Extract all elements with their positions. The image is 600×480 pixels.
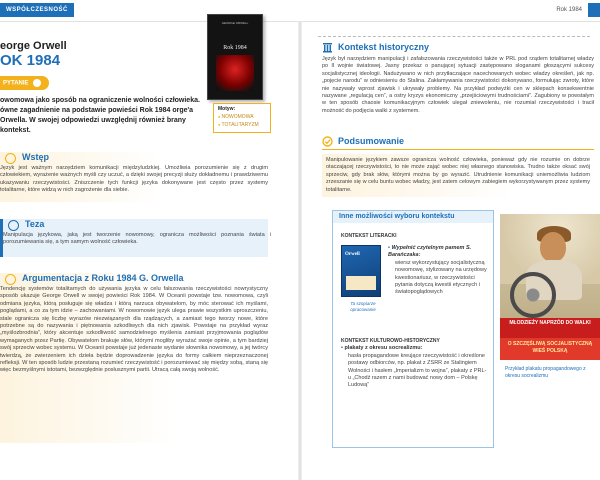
- summary-icon: [322, 136, 333, 147]
- cover-art: [216, 55, 254, 91]
- motif-box: [213, 103, 271, 133]
- literary-bullet: Wypełnić czytelnym pamem S. Barańczaka:: [388, 245, 472, 259]
- argument-icon: [5, 274, 16, 285]
- badge-dot-icon: [33, 79, 41, 87]
- book-title: OK 1984: [0, 52, 61, 69]
- running-title: Rok 1984: [556, 7, 582, 13]
- thumb-caption: Ta szopiarze opracowanie: [350, 301, 376, 312]
- literary-desc: wiersz wykorzystujący socjalistyczną nowomowę, stylizowany na urzędowy kwestionariusz, w rzeczywistości pytania dotyczą kwestii etycznych i światopoglądowych: [395, 259, 487, 296]
- intro-icon: [5, 153, 16, 164]
- section-argumentacja: [0, 273, 268, 443]
- question-badge-label: PYTANIE: [3, 80, 29, 87]
- section-wstep: [0, 152, 268, 202]
- section-body: Tendencję systemów totalitarnych do używania języka w celu fałszowania rzeczywistości nowrystyczny sposób ukazuje George Orwell w swojej powieści Rok 1984. W Oceanii powstaje tzw. nowomowa, czyli odmiana języka, którą posługuje się władza i którą narzuca obywatelom, by móc sterować ich myślami, poglądami, a co za tym idzie – zachowaniami. W nowomowie język ulega prawie wszystkim uproszczeniu, stale ogranicza się liczbę wyrazów niezwiązanych dla rządzących, a zamiast tego tworzy nowe, które potrzebne są do nazywania i piętnowania szkodliwych dla nich zjawisk. Powstaje na przykład wyraz „myślozbrodnia”, który akcentuje szkodliwość samodzielnego myślenia zamiast przyjmowania poglądów wymaganych przez Partię. Obywatelom brakuje słów, którymi mogliby wyrażać swoje opinie, a tym bardziej swój sprzeciw wobec systemu. W Oceanii powstaje już jedenaste wydanie słownika nowomowy, a jej twórcy twierdzą, że zwierzeniem ich dzieła będzie doprowadzenie języka do formy całkiem nieprzeznaczonej refleksji. W ten sposób ludzie przestaną rozumieć rzeczywistość i porozumiewać się między sobą, staną się więc bezmyślnymi istotami, bezwzględnie posłusznymi partii. Utracą całą swoją wolność.: [0, 286, 268, 374]
- thumb-title: Orwell: [345, 252, 360, 257]
- section-heading: Argumentacja z Roku 1984 G. Orwella: [22, 273, 184, 283]
- cultural-desc: hasła propagandowe kreujące rzeczywistość i określone postawy odbiorców, np. plakat z ZSRR ze Stalingiem Wolności i hasłem „Imperializm to wojna”, plakaty z PRL-u „Chodź razem z nami budować nowy dom – Polskę Ludową”: [348, 352, 487, 389]
- motif-heading: Motyw:: [218, 106, 236, 112]
- author-name: eorge Orwell: [0, 40, 67, 52]
- poster-caption: Przykład plakatu propagandowego z okresu socrealizmu: [505, 366, 586, 379]
- column-icon: [322, 42, 333, 53]
- cultural-bullet: • plakaty z okresu socrealizmu:: [341, 345, 489, 352]
- tractor-wheel: [510, 272, 556, 318]
- cover-title: Rok 1984: [223, 45, 247, 51]
- book-thumbnail-image: [341, 245, 381, 297]
- subheading-cultural: KONTEKST KULTUROWO-HISTORYCZNY: [341, 338, 440, 344]
- literary-context: [388, 245, 490, 297]
- divider: [318, 36, 590, 37]
- thumb-art: [346, 276, 376, 290]
- book-gutter: [298, 22, 302, 480]
- motif-item: ● NOWOMOWA: [218, 113, 266, 121]
- page-header: [0, 0, 600, 22]
- page-header-right: [556, 3, 600, 17]
- motif-item: ● TOTALITARYZM: [218, 121, 266, 129]
- poster-slogan-1: MŁODZIEŻY NAPRZÓD DO WALKI: [500, 318, 600, 338]
- subheading-literary: KONTEKST LITERACKI: [341, 233, 397, 239]
- section-heading: Kontekst historyczny: [338, 42, 430, 52]
- section-body: Manipulacja językowa, jaką jest tworzenie nowomowy, ogranicza możliwości poznania świata i porozumiewania się, a tym samym wolność człowieka.: [3, 232, 271, 246]
- question-badge: [0, 76, 49, 90]
- divider: [322, 149, 594, 150]
- section-heading: Teza: [25, 219, 45, 229]
- page-number-tab: [588, 3, 600, 17]
- section-body: Język jest ważnym narzędziem komunikacji międzyludzkiej. Umożliwia porozumienie się z drugim człowiekiem, wyrażenie ważnych myśli czy uczuć, a dzięki swojej precyzji służy dokładnemu i prawdziwemu ukazywaniu rzeczywistości. Zniszczenie tych funkcji języka dokonywane jest często przez systemy totalitarne, które widzą w nich zagrożenie dla siebie.: [0, 165, 268, 194]
- section-body: Manipulowanie językiem zawsze ogranicza wolność człowieka, ponieważ gdy nie rozumie on dobrze otaczającej rzeczywistości, to nie może zająć wobec niej własnego stanowiska. Trudno także oksać swój sprzeciw, gdy brak słów, którymi można by go wyrazić. Utrudnienie komunikacji uniemożliwia ludziom zrzeszanie się w celu buntu wobec władzy, jest zatem celowym zabiegiem wykorzystywanym przez systemy totalitarne.: [322, 154, 594, 197]
- other-contexts-box: [332, 210, 494, 448]
- section-tag: WSPÓŁCZESNOŚĆ: [0, 3, 74, 17]
- section-heading: Wstęp: [22, 152, 49, 162]
- question-text: owomowa jako sposób na ograniczenie wolności człowieka. ówne zagadnienie na podstawie powieści Rok 1984 orge'a Orwella. W swojej odpowiedzi uwzględnij również brany kontekst.: [0, 97, 200, 134]
- section-body: Język był narzędziem manipulacji i zafałszowania rzeczywistości także w PRL pod rządem totalitarnej władzy po II wojnie światowej. Jasny przekaz o panującej sytuacji zastępowano sloganami głoszącymi sukcesy socjalistycznej ideologii. Nadużywano w nich przytłaczające nacechowanych wobec władzy określeń, jak np. „pojęcie narodu” w odniesieniu do Stalina. Zakłamywania rzeczywistości dokonywano, formułując zwroty, które nie nazywały wprost zjawisk i ukrywały problemy. Na przykład podwyżki cen w sklepach konsekwentnie nazywane „regulacją cen”, a ostry kryzys ekonomiczny „przejściowymi trudnościami”. Zagubiony w powstałym w ten sposób chaosie komunikacyjnym człowiek ulegał zniewoleniu, nie rozumiał rzeczywistości i tracił możność do podjęcia walki z systemem.: [322, 56, 594, 114]
- section-teza: [0, 219, 271, 257]
- propaganda-poster-image: [500, 214, 600, 360]
- section-podsumowanie: [322, 136, 594, 208]
- box-heading: Inne możliwości wyboru kontekstu: [333, 211, 493, 223]
- section-heading: Podsumowanie: [338, 136, 405, 146]
- thesis-icon: [8, 220, 19, 231]
- section-kontekst-historyczny: [322, 42, 594, 120]
- cover-author: GEORGE ORWELL: [221, 21, 249, 25]
- book-cover-image: [207, 14, 263, 100]
- poster-slogan-2: O SZCZĘŚLIWĄ SOCJALISTYCZNĄ WIEŚ POLSKĄ: [500, 338, 600, 360]
- cultural-context: [341, 338, 489, 390]
